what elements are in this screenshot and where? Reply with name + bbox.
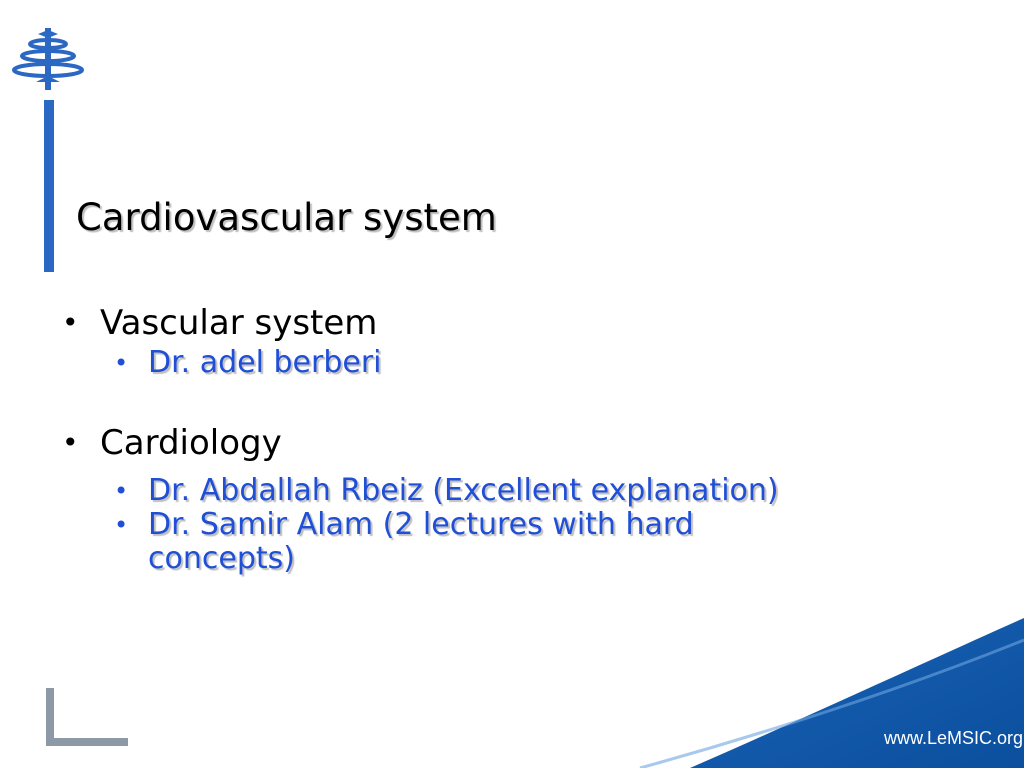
caduceus-tree-logo-icon	[8, 26, 88, 92]
accent-vertical-bar	[44, 100, 54, 272]
sub-bullet-dot: •	[114, 511, 129, 539]
bullet-dot: •	[62, 426, 79, 459]
sub-bullet-dot: •	[114, 349, 129, 377]
sub-bullet-dot: •	[114, 477, 129, 505]
sub-bullet-item	[114, 507, 838, 576]
bullet-item	[58, 420, 958, 466]
footer-url: www.LeMSIC.org	[884, 728, 1024, 748]
bullet-text: Cardiology	[100, 423, 282, 463]
bullet-list	[58, 300, 958, 576]
bullet-item	[58, 300, 958, 346]
sub-bullet-text: Dr. Samir Alam (2 lectures with hard concepts)	[148, 507, 694, 576]
bullet-dot: •	[62, 306, 79, 339]
sub-bullet-text: Dr. Abdallah Rbeiz (Excellent explanation)	[148, 473, 779, 508]
corner-bracket-icon	[44, 686, 130, 748]
sub-bullet-item	[114, 345, 958, 380]
slide-title: Cardiovascular system	[76, 196, 497, 239]
bullet-text: Vascular system	[100, 303, 378, 343]
sub-bullet-text: Dr. adel berberi	[148, 345, 382, 380]
sub-bullet-item	[114, 473, 958, 508]
